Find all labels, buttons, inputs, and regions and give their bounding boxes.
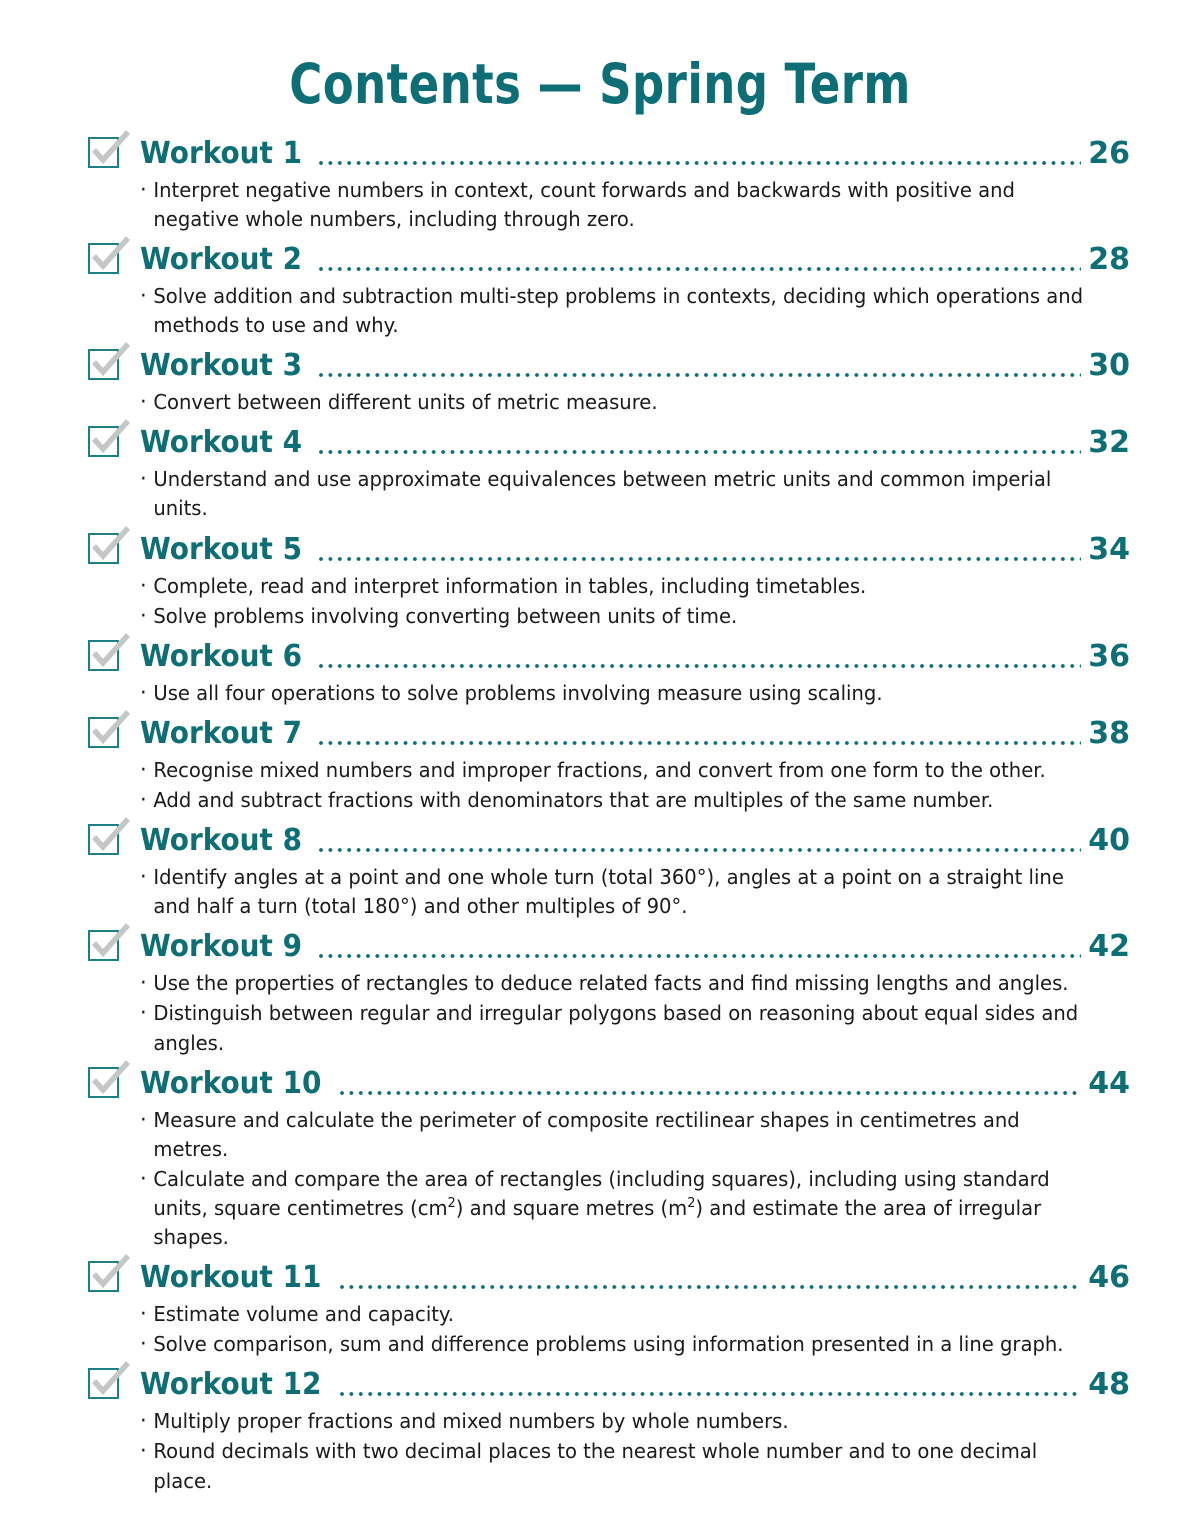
dotted-leader <box>319 357 1081 383</box>
objective-list <box>88 969 1130 1057</box>
objective-item: · Estimate volume and capacity. <box>140 1300 1085 1329</box>
toc-entry-header[interactable] <box>88 349 1130 383</box>
page-title: Contents — Spring Term <box>289 52 911 116</box>
dotted-leader <box>319 832 1081 858</box>
toc-entry-header[interactable] <box>88 533 1130 567</box>
dotted-leader <box>340 1376 1081 1402</box>
objective-item: · Understand and use approximate equivalences between metric units and common imperial units. <box>140 465 1085 523</box>
objective-item: · Multiply proper fractions and mixed numbers by whole numbers. <box>140 1407 1085 1436</box>
toc-entry-page-number: 30 <box>1088 348 1130 384</box>
toc-entry-title: Workout 2 <box>140 241 303 277</box>
toc-entry-title: Workout 8 <box>140 823 303 859</box>
objective-item: · Calculate and compare the area of rectangles (including squares), including using standard units, square centimetres $(cm^2)$ and square metres $(m^2)$ and estimate the area of irregular shapes. <box>140 1165 1085 1252</box>
objective-list <box>88 572 1130 631</box>
toc-entry-title: Workout 12 <box>140 1367 322 1403</box>
toc-entry-title: Workout 10 <box>140 1065 322 1101</box>
objective-item: · Convert between different units of metric measure. <box>140 388 1085 417</box>
objective-item: · Use all four operations to solve problems involving measure using scaling. <box>140 679 1085 708</box>
checked-checkbox-icon[interactable] <box>88 533 119 564</box>
toc-entry-header[interactable] <box>88 640 1130 674</box>
toc-entry <box>88 1067 1130 1253</box>
toc-entry <box>88 930 1130 1057</box>
objective-list <box>88 1407 1130 1495</box>
dotted-leader <box>319 251 1081 277</box>
objective-item: · Complete, read and interpret information in tables, including timetables. <box>140 572 1085 601</box>
dotted-leader <box>319 145 1081 171</box>
objective-item: · Add and subtract fractions with denominators that are multiples of the same number. <box>140 786 1085 815</box>
toc-entry-page-number: 44 <box>1088 1065 1130 1101</box>
toc-entry-page-number: 34 <box>1088 531 1130 567</box>
objective-item: · Identify angles at a point and one whole turn (total 360°), angles at a point on a straight line and half a turn (total 180°) and other multiples of 90°. <box>140 863 1085 921</box>
objective-item: · Round decimals with two decimal places to the nearest whole number and to one decimal place. <box>140 1437 1085 1495</box>
checked-checkbox-icon[interactable] <box>88 930 119 961</box>
toc-entry-header[interactable] <box>88 1368 1130 1402</box>
objective-list <box>88 863 1130 921</box>
toc-entry-page-number: 46 <box>1088 1260 1130 1296</box>
toc-entry-title: Workout 1 <box>140 135 303 171</box>
checked-checkbox-icon[interactable] <box>88 426 119 457</box>
objective-list <box>88 1106 1130 1253</box>
toc-entry-page-number: 42 <box>1088 929 1130 965</box>
toc-entry <box>88 137 1130 234</box>
dotted-leader <box>340 1075 1081 1101</box>
objective-list <box>88 282 1130 340</box>
checked-checkbox-icon[interactable] <box>88 640 119 671</box>
checked-checkbox-icon[interactable] <box>88 1067 119 1098</box>
toc-entry-header[interactable] <box>88 137 1130 171</box>
toc-entry-header[interactable] <box>88 1261 1130 1295</box>
objective-item: · Solve comparison, sum and difference problems using information presented in a line graph. <box>140 1330 1085 1359</box>
toc-entry-title: Workout 6 <box>140 638 303 674</box>
objective-item: · Recognise mixed numbers and improper fractions, and convert from one form to the other. <box>140 756 1085 785</box>
dotted-leader <box>319 541 1081 567</box>
toc-entry-title: Workout 7 <box>140 715 303 751</box>
objective-list <box>88 176 1130 234</box>
objective-list <box>88 1300 1130 1359</box>
objective-item: · Solve problems involving converting between units of time. <box>140 602 1085 631</box>
toc-entry-page-number: 32 <box>1088 425 1130 461</box>
toc-entry <box>88 426 1130 523</box>
toc-entry-header[interactable] <box>88 426 1130 460</box>
toc-entry-title: Workout 5 <box>140 531 303 567</box>
toc-entry <box>88 640 1130 708</box>
checked-checkbox-icon[interactable] <box>88 349 119 380</box>
toc-entry-title: Workout 4 <box>140 425 303 461</box>
toc-entry <box>88 1368 1130 1495</box>
toc-entry <box>88 243 1130 340</box>
dotted-leader <box>319 648 1081 674</box>
toc-entry-title: Workout 3 <box>140 348 303 384</box>
checked-checkbox-icon[interactable] <box>88 243 119 274</box>
checked-checkbox-icon[interactable] <box>88 1368 119 1399</box>
toc-entry-page-number: 38 <box>1088 715 1130 751</box>
toc-entry-page-number: 26 <box>1088 135 1130 171</box>
toc-entry-page-number: 36 <box>1088 638 1130 674</box>
dotted-leader <box>319 434 1081 460</box>
objective-item: · Distinguish between regular and irregular polygons based on reasoning about equal sides and angles. <box>140 999 1085 1057</box>
toc-entry-header[interactable] <box>88 243 1130 277</box>
toc-entry-title: Workout 9 <box>140 929 303 965</box>
contents-list <box>0 114 1200 1496</box>
dotted-leader <box>340 1269 1081 1295</box>
toc-entry-header[interactable] <box>88 824 1130 858</box>
toc-entry <box>88 533 1130 631</box>
objective-list <box>88 756 1130 815</box>
objective-list <box>88 465 1130 523</box>
checked-checkbox-icon[interactable] <box>88 717 119 748</box>
objective-item: · Use the properties of rectangles to deduce related facts and find missing lengths and angles. <box>140 969 1085 998</box>
toc-entry-page-number: 40 <box>1088 823 1130 859</box>
toc-entry-page-number: 28 <box>1088 241 1130 277</box>
checked-checkbox-icon[interactable] <box>88 1261 119 1292</box>
toc-entry-title: Workout 11 <box>140 1260 322 1296</box>
objective-item: · Interpret negative numbers in context, count forwards and backwards with positive and negative whole numbers, including through zero. <box>140 176 1085 234</box>
dotted-leader <box>319 938 1081 964</box>
toc-entry <box>88 1261 1130 1359</box>
toc-entry <box>88 717 1130 815</box>
objective-list <box>88 388 1130 417</box>
toc-entry-header[interactable] <box>88 930 1130 964</box>
toc-entry-header[interactable] <box>88 717 1130 751</box>
toc-entry-page-number: 48 <box>1088 1367 1130 1403</box>
checked-checkbox-icon[interactable] <box>88 137 119 168</box>
objective-item: · Solve addition and subtraction multi-step problems in contexts, deciding which operations and methods to use and why. <box>140 282 1085 340</box>
dotted-leader <box>319 725 1081 751</box>
toc-entry <box>88 824 1130 921</box>
objective-item: · Measure and calculate the perimeter of composite rectilinear shapes in centimetres and metres. <box>140 1106 1085 1164</box>
toc-entry <box>88 349 1130 417</box>
toc-entry-header[interactable] <box>88 1067 1130 1101</box>
objective-list <box>88 679 1130 708</box>
checked-checkbox-icon[interactable] <box>88 824 119 855</box>
